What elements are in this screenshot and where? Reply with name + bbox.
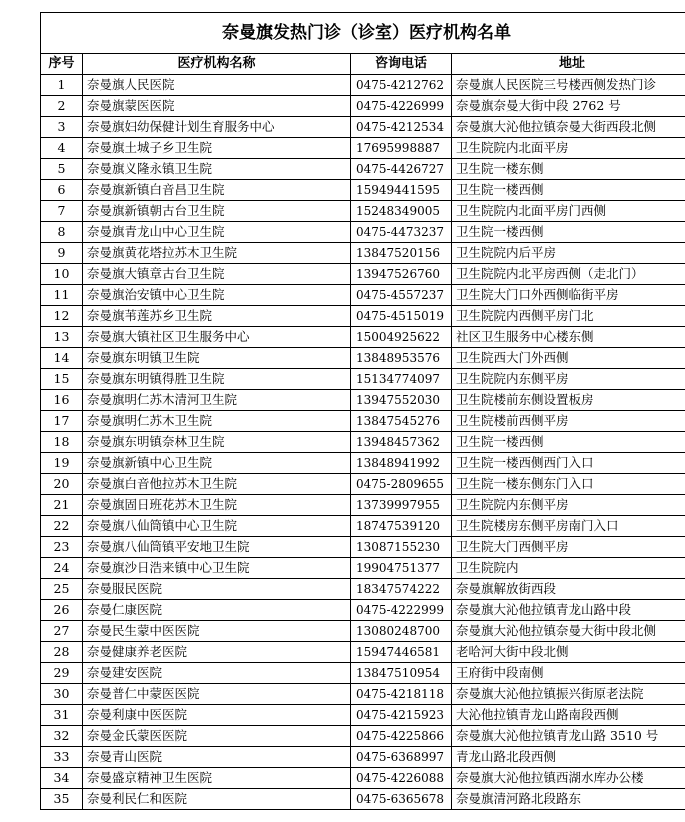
row-number: 34 bbox=[41, 768, 83, 789]
institution-name: 奈曼旗八仙筒镇平安地卫生院 bbox=[83, 537, 351, 558]
phone-number: 13080248700 bbox=[351, 621, 452, 642]
address: 卫生院一楼西侧 bbox=[452, 432, 685, 453]
phone-number: 0475-4426727 bbox=[351, 159, 452, 180]
table-row bbox=[41, 474, 685, 495]
table-row bbox=[41, 222, 685, 243]
phone-number: 18747539120 bbox=[351, 516, 452, 537]
row-number: 32 bbox=[41, 726, 83, 747]
address: 卫生院大门口外西侧临街平房 bbox=[452, 285, 685, 306]
institution-name: 奈曼仁康医院 bbox=[83, 600, 351, 621]
header-no: 序号 bbox=[41, 54, 83, 75]
header-address: 地址 bbox=[452, 54, 685, 75]
table-row bbox=[41, 579, 685, 600]
address: 奈曼旗大沁他拉镇青龙山路中段 bbox=[452, 600, 685, 621]
table-row bbox=[41, 285, 685, 306]
phone-number: 15947446581 bbox=[351, 642, 452, 663]
phone-number: 13739997955 bbox=[351, 495, 452, 516]
table-row bbox=[41, 159, 685, 180]
table-row bbox=[41, 348, 685, 369]
address: 青龙山路北段西侧 bbox=[452, 747, 685, 768]
table-row bbox=[41, 558, 685, 579]
institution-name: 奈曼青山医院 bbox=[83, 747, 351, 768]
institution-name: 奈曼旗八仙筒镇中心卫生院 bbox=[83, 516, 351, 537]
document-title: 奈曼旗发热门诊（诊室）医疗机构名单 bbox=[41, 13, 685, 54]
address: 大沁他拉镇青龙山路南段西侧 bbox=[452, 705, 685, 726]
phone-number: 13847510954 bbox=[351, 663, 452, 684]
row-number: 13 bbox=[41, 327, 83, 348]
institution-name: 奈曼旗青龙山中心卫生院 bbox=[83, 222, 351, 243]
institution-name: 奈曼建安医院 bbox=[83, 663, 351, 684]
table-body bbox=[41, 75, 685, 810]
table-row bbox=[41, 180, 685, 201]
institution-name: 奈曼旗东明镇卫生院 bbox=[83, 348, 351, 369]
row-number: 35 bbox=[41, 789, 83, 810]
address: 卫生院院内后平房 bbox=[452, 243, 685, 264]
row-number: 23 bbox=[41, 537, 83, 558]
institution-name: 奈曼旗蒙医医院 bbox=[83, 96, 351, 117]
phone-number: 15004925622 bbox=[351, 327, 452, 348]
institution-name: 奈曼旗治安镇中心卫生院 bbox=[83, 285, 351, 306]
phone-number: 0475-4473237 bbox=[351, 222, 452, 243]
row-number: 15 bbox=[41, 369, 83, 390]
phone-number: 0475-4225866 bbox=[351, 726, 452, 747]
row-number: 31 bbox=[41, 705, 83, 726]
row-number: 2 bbox=[41, 96, 83, 117]
address: 卫生院院内 bbox=[452, 558, 685, 579]
row-number: 3 bbox=[41, 117, 83, 138]
row-number: 5 bbox=[41, 159, 83, 180]
phone-number: 0475-4222999 bbox=[351, 600, 452, 621]
table-row bbox=[41, 600, 685, 621]
phone-number: 0475-6365678 bbox=[351, 789, 452, 810]
table-row bbox=[41, 96, 685, 117]
address: 卫生院一楼西侧 bbox=[452, 222, 685, 243]
row-number: 14 bbox=[41, 348, 83, 369]
row-number: 10 bbox=[41, 264, 83, 285]
phone-number: 15248349005 bbox=[351, 201, 452, 222]
address: 奈曼旗人民医院三号楼西侧发热门诊 bbox=[452, 75, 685, 96]
institution-name: 奈曼旗明仁苏木清河卫生院 bbox=[83, 390, 351, 411]
institution-name: 奈曼旗苇莲苏乡卫生院 bbox=[83, 306, 351, 327]
table-row bbox=[41, 621, 685, 642]
header-row bbox=[41, 54, 685, 75]
row-number: 26 bbox=[41, 600, 83, 621]
table-row bbox=[41, 642, 685, 663]
table-row bbox=[41, 306, 685, 327]
address: 卫生院一楼西侧 bbox=[452, 180, 685, 201]
institution-name: 奈曼旗明仁苏木卫生院 bbox=[83, 411, 351, 432]
address: 社区卫生服务中心楼东侧 bbox=[452, 327, 685, 348]
address: 卫生院院内北面平房 bbox=[452, 138, 685, 159]
row-number: 20 bbox=[41, 474, 83, 495]
row-number: 11 bbox=[41, 285, 83, 306]
row-number: 30 bbox=[41, 684, 83, 705]
institution-name: 奈曼旗大镇社区卫生服务中心 bbox=[83, 327, 351, 348]
table-row bbox=[41, 411, 685, 432]
address: 奈曼旗大沁他拉镇奈曼大街中段北侧 bbox=[452, 621, 685, 642]
phone-number: 19904751377 bbox=[351, 558, 452, 579]
phone-number: 15134774097 bbox=[351, 369, 452, 390]
institution-name: 奈曼服民医院 bbox=[83, 579, 351, 600]
institution-name: 奈曼旗新镇白音昌卫生院 bbox=[83, 180, 351, 201]
table-row bbox=[41, 138, 685, 159]
table-row bbox=[41, 369, 685, 390]
address: 奈曼旗解放街西段 bbox=[452, 579, 685, 600]
address: 卫生院院内北面平房门西侧 bbox=[452, 201, 685, 222]
address: 卫生院楼前西侧平房 bbox=[452, 411, 685, 432]
phone-number: 0475-6368997 bbox=[351, 747, 452, 768]
row-number: 9 bbox=[41, 243, 83, 264]
phone-number: 18347574222 bbox=[351, 579, 452, 600]
institution-name: 奈曼旗新镇中心卫生院 bbox=[83, 453, 351, 474]
address: 卫生院一楼东侧 bbox=[452, 159, 685, 180]
phone-number: 13948457362 bbox=[351, 432, 452, 453]
row-number: 33 bbox=[41, 747, 83, 768]
institution-name: 奈曼旗人民医院 bbox=[83, 75, 351, 96]
address: 卫生院西大门外西侧 bbox=[452, 348, 685, 369]
row-number: 27 bbox=[41, 621, 83, 642]
phone-number: 13848941992 bbox=[351, 453, 452, 474]
institution-name: 奈曼旗东明镇奈林卫生院 bbox=[83, 432, 351, 453]
row-number: 28 bbox=[41, 642, 83, 663]
row-number: 18 bbox=[41, 432, 83, 453]
phone-number: 13087155230 bbox=[351, 537, 452, 558]
phone-number: 13947552030 bbox=[351, 390, 452, 411]
table-row bbox=[41, 684, 685, 705]
address: 奈曼旗大沁他拉镇青龙山路 3510 号 bbox=[452, 726, 685, 747]
table-row bbox=[41, 327, 685, 348]
row-number: 24 bbox=[41, 558, 83, 579]
row-number: 21 bbox=[41, 495, 83, 516]
table-row bbox=[41, 75, 685, 96]
header-phone: 咨询电话 bbox=[351, 54, 452, 75]
institution-name: 奈曼旗义隆永镇卫生院 bbox=[83, 159, 351, 180]
institution-name: 奈曼旗东明镇得胜卫生院 bbox=[83, 369, 351, 390]
phone-number: 0475-4212534 bbox=[351, 117, 452, 138]
header-name: 医疗机构名称 bbox=[83, 54, 351, 75]
phone-number: 0475-2809655 bbox=[351, 474, 452, 495]
address: 奈曼旗清河路北段路东 bbox=[452, 789, 685, 810]
table-row bbox=[41, 747, 685, 768]
row-number: 17 bbox=[41, 411, 83, 432]
phone-number: 0475-4212762 bbox=[351, 75, 452, 96]
address: 奈曼旗大沁他拉镇振兴街原老法院 bbox=[452, 684, 685, 705]
table-row bbox=[41, 789, 685, 810]
address: 卫生院院内西侧平房门北 bbox=[452, 306, 685, 327]
address: 卫生院楼前东侧设置板房 bbox=[452, 390, 685, 411]
title-row bbox=[41, 13, 685, 54]
institution-name: 奈曼民生蒙中医医院 bbox=[83, 621, 351, 642]
row-number: 8 bbox=[41, 222, 83, 243]
phone-number: 13947526760 bbox=[351, 264, 452, 285]
institution-name: 奈曼旗固日班花苏木卫生院 bbox=[83, 495, 351, 516]
phone-number: 15949441595 bbox=[351, 180, 452, 201]
table-row bbox=[41, 201, 685, 222]
clinic-list-table bbox=[40, 12, 685, 810]
table-row bbox=[41, 243, 685, 264]
table-row bbox=[41, 432, 685, 453]
table-row bbox=[41, 663, 685, 684]
row-number: 6 bbox=[41, 180, 83, 201]
row-number: 12 bbox=[41, 306, 83, 327]
address: 卫生院楼房东侧平房南门入口 bbox=[452, 516, 685, 537]
row-number: 1 bbox=[41, 75, 83, 96]
table-row bbox=[41, 453, 685, 474]
phone-number: 13847545276 bbox=[351, 411, 452, 432]
phone-number: 0475-4226999 bbox=[351, 96, 452, 117]
address: 卫生院院内北平房西侧（走北门） bbox=[452, 264, 685, 285]
address: 老哈河大街中段北侧 bbox=[452, 642, 685, 663]
row-number: 22 bbox=[41, 516, 83, 537]
address: 奈曼旗奈曼大街中段 2762 号 bbox=[452, 96, 685, 117]
phone-number: 0475-4557237 bbox=[351, 285, 452, 306]
address: 卫生院一楼西侧西门入口 bbox=[452, 453, 685, 474]
institution-name: 奈曼旗黄花塔拉苏木卫生院 bbox=[83, 243, 351, 264]
phone-number: 0475-4215923 bbox=[351, 705, 452, 726]
row-number: 16 bbox=[41, 390, 83, 411]
table-row bbox=[41, 495, 685, 516]
phone-number: 13848953576 bbox=[351, 348, 452, 369]
table-row bbox=[41, 264, 685, 285]
institution-name: 奈曼利康中医医院 bbox=[83, 705, 351, 726]
institution-name: 奈曼普仁中蒙医医院 bbox=[83, 684, 351, 705]
address: 卫生院院内东侧平房 bbox=[452, 369, 685, 390]
table-row bbox=[41, 705, 685, 726]
row-number: 19 bbox=[41, 453, 83, 474]
address: 卫生院院内东侧平房 bbox=[452, 495, 685, 516]
institution-name: 奈曼金氏蒙医医院 bbox=[83, 726, 351, 747]
address: 奈曼旗大沁他拉镇奈曼大街西段北侧 bbox=[452, 117, 685, 138]
table-row bbox=[41, 390, 685, 411]
table-row bbox=[41, 117, 685, 138]
phone-number: 17695998887 bbox=[351, 138, 452, 159]
row-number: 4 bbox=[41, 138, 83, 159]
row-number: 25 bbox=[41, 579, 83, 600]
phone-number: 13847520156 bbox=[351, 243, 452, 264]
row-number: 7 bbox=[41, 201, 83, 222]
phone-number: 0475-4515019 bbox=[351, 306, 452, 327]
table-row bbox=[41, 768, 685, 789]
phone-number: 0475-4218118 bbox=[351, 684, 452, 705]
institution-name: 奈曼旗妇幼保健计划生育服务中心 bbox=[83, 117, 351, 138]
address: 卫生院一楼东侧东门入口 bbox=[452, 474, 685, 495]
table-row bbox=[41, 537, 685, 558]
institution-name: 奈曼旗大镇章古台卫生院 bbox=[83, 264, 351, 285]
institution-name: 奈曼旗白音他拉苏木卫生院 bbox=[83, 474, 351, 495]
table-row bbox=[41, 516, 685, 537]
address: 王府街中段南侧 bbox=[452, 663, 685, 684]
institution-name: 奈曼旗新镇朝古台卫生院 bbox=[83, 201, 351, 222]
table-row bbox=[41, 726, 685, 747]
institution-name: 奈曼旗土城子乡卫生院 bbox=[83, 138, 351, 159]
address: 卫生院大门西侧平房 bbox=[452, 537, 685, 558]
row-number: 29 bbox=[41, 663, 83, 684]
institution-name: 奈曼利民仁和医院 bbox=[83, 789, 351, 810]
phone-number: 0475-4226088 bbox=[351, 768, 452, 789]
institution-name: 奈曼旗沙日浩来镇中心卫生院 bbox=[83, 558, 351, 579]
institution-name: 奈曼盛京精神卫生医院 bbox=[83, 768, 351, 789]
address: 奈曼旗大沁他拉镇西湖水库办公楼 bbox=[452, 768, 685, 789]
institution-name: 奈曼健康养老医院 bbox=[83, 642, 351, 663]
